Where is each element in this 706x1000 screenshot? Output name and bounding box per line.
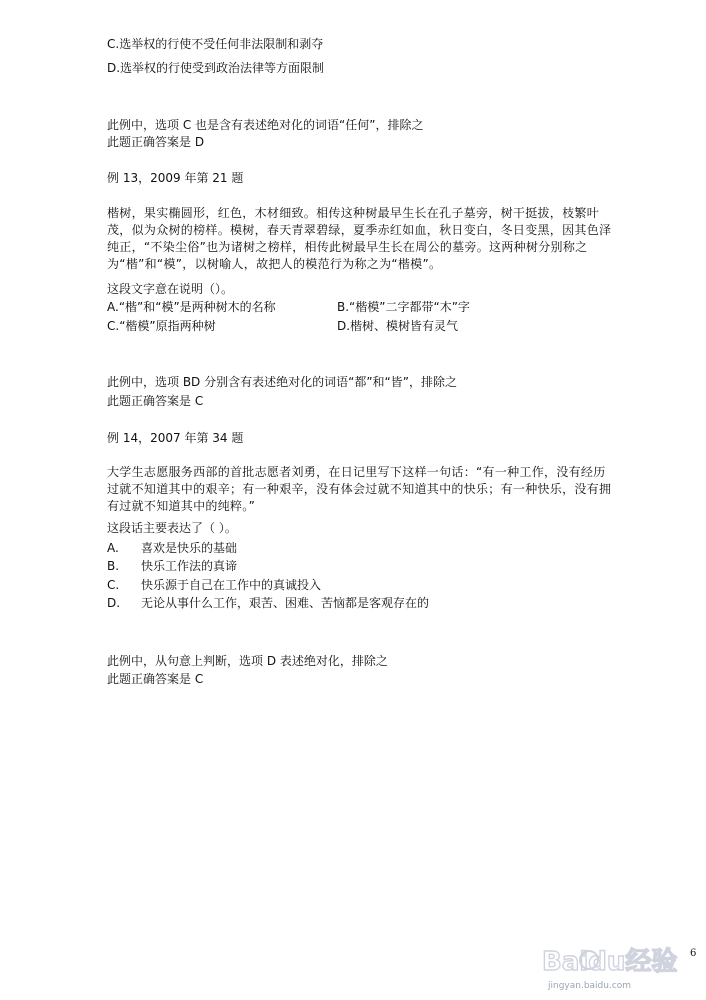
example-14-option-b <box>107 558 237 575</box>
example-13-passage: 楷树，果实椭圆形，红色，木材细致。相传这种树最早生长在孔子墓旁，树干挺拔，枝繁叶茂，似为众树的榜样。模树，春天青翠碧绿，夏季赤红如血，秋日变白，冬日变黑，因其色泽纯正，“不染尘俗”也为诸树之榜样，相传此树最早生长在周公的墓旁。这两种树分别称之为“楷”和“模”，以树喻人，故把人的模范行为称之为“楷模”。 <box>107 206 612 271</box>
watermark-brand: Baidu经验 <box>542 947 678 977</box>
example-13-heading: 例 13，2009 年第 21 题 <box>107 171 244 185</box>
example-14-question: 这段话主要表达了（ ）。 <box>107 521 237 535</box>
prev-answer: 此题正确答案是 D <box>107 135 205 149</box>
page-number: 6 <box>690 948 697 959</box>
prev-option-d: D.选举权的行使受到政治法律等方面限制 <box>107 61 325 75</box>
example-13-option-d: D.楷树、模树皆有灵气 <box>337 319 459 333</box>
example-14-option-a <box>107 540 237 557</box>
example-13-analysis: 此例中，选项 BD 分别含有表述绝对化的词语“都”和“皆”，排除之 <box>107 375 457 389</box>
example-14-passage: 大学生志愿服务西部的首批志愿者刘勇，在日记里写下这样一句话：“有一种工作，没有经历过就不知道其中的艰辛；有一种艰辛，没有体会过就不知道其中的快乐；有一种快乐，没有拥有过就不知道其中的纯粹。” <box>107 465 612 513</box>
option-letter: B. <box>107 559 120 573</box>
example-14-analysis: 此例中，从句意上判断，选项 D 表述绝对化，排除之 <box>107 654 388 668</box>
example-13-option-a: A.“楷”和“模”是两种树木的名称 <box>107 300 276 314</box>
example-14-option-d <box>107 595 429 612</box>
example-13-question: 这段文字意在说明（）。 <box>107 282 234 296</box>
option-letter: A. <box>107 541 119 555</box>
option-text: 喜欢是快乐的基础 <box>141 541 238 555</box>
option-letter: C. <box>107 578 120 592</box>
example-14-heading: 例 14，2007 年第 34 题 <box>107 431 244 445</box>
watermark-url: jingyan.baidu.com <box>548 981 632 991</box>
option-letter: D. <box>107 596 121 610</box>
option-text: 无论从事什么工作，艰苦、困难、苦恼都是客观存在的 <box>141 596 430 610</box>
example-14-option-c <box>107 577 321 594</box>
example-13-answer: 此题正确答案是 C <box>107 394 204 408</box>
option-text: 快乐源于自己在工作中的真诚投入 <box>141 578 322 592</box>
prev-option-c: C.选举权的行使不受任何非法限制和剥夺 <box>107 37 324 51</box>
prev-analysis: 此例中，选项 C 也是含有表述绝对化的词语“任何”，排除之 <box>107 118 424 132</box>
option-text: 快乐工作法的真谛 <box>141 559 238 573</box>
example-13-option-b: B.“楷模”二字都带“木”字 <box>337 300 470 314</box>
example-13-option-c: C.“楷模”原指两种树 <box>107 319 216 333</box>
example-14-answer: 此题正确答案是 C <box>107 672 204 686</box>
